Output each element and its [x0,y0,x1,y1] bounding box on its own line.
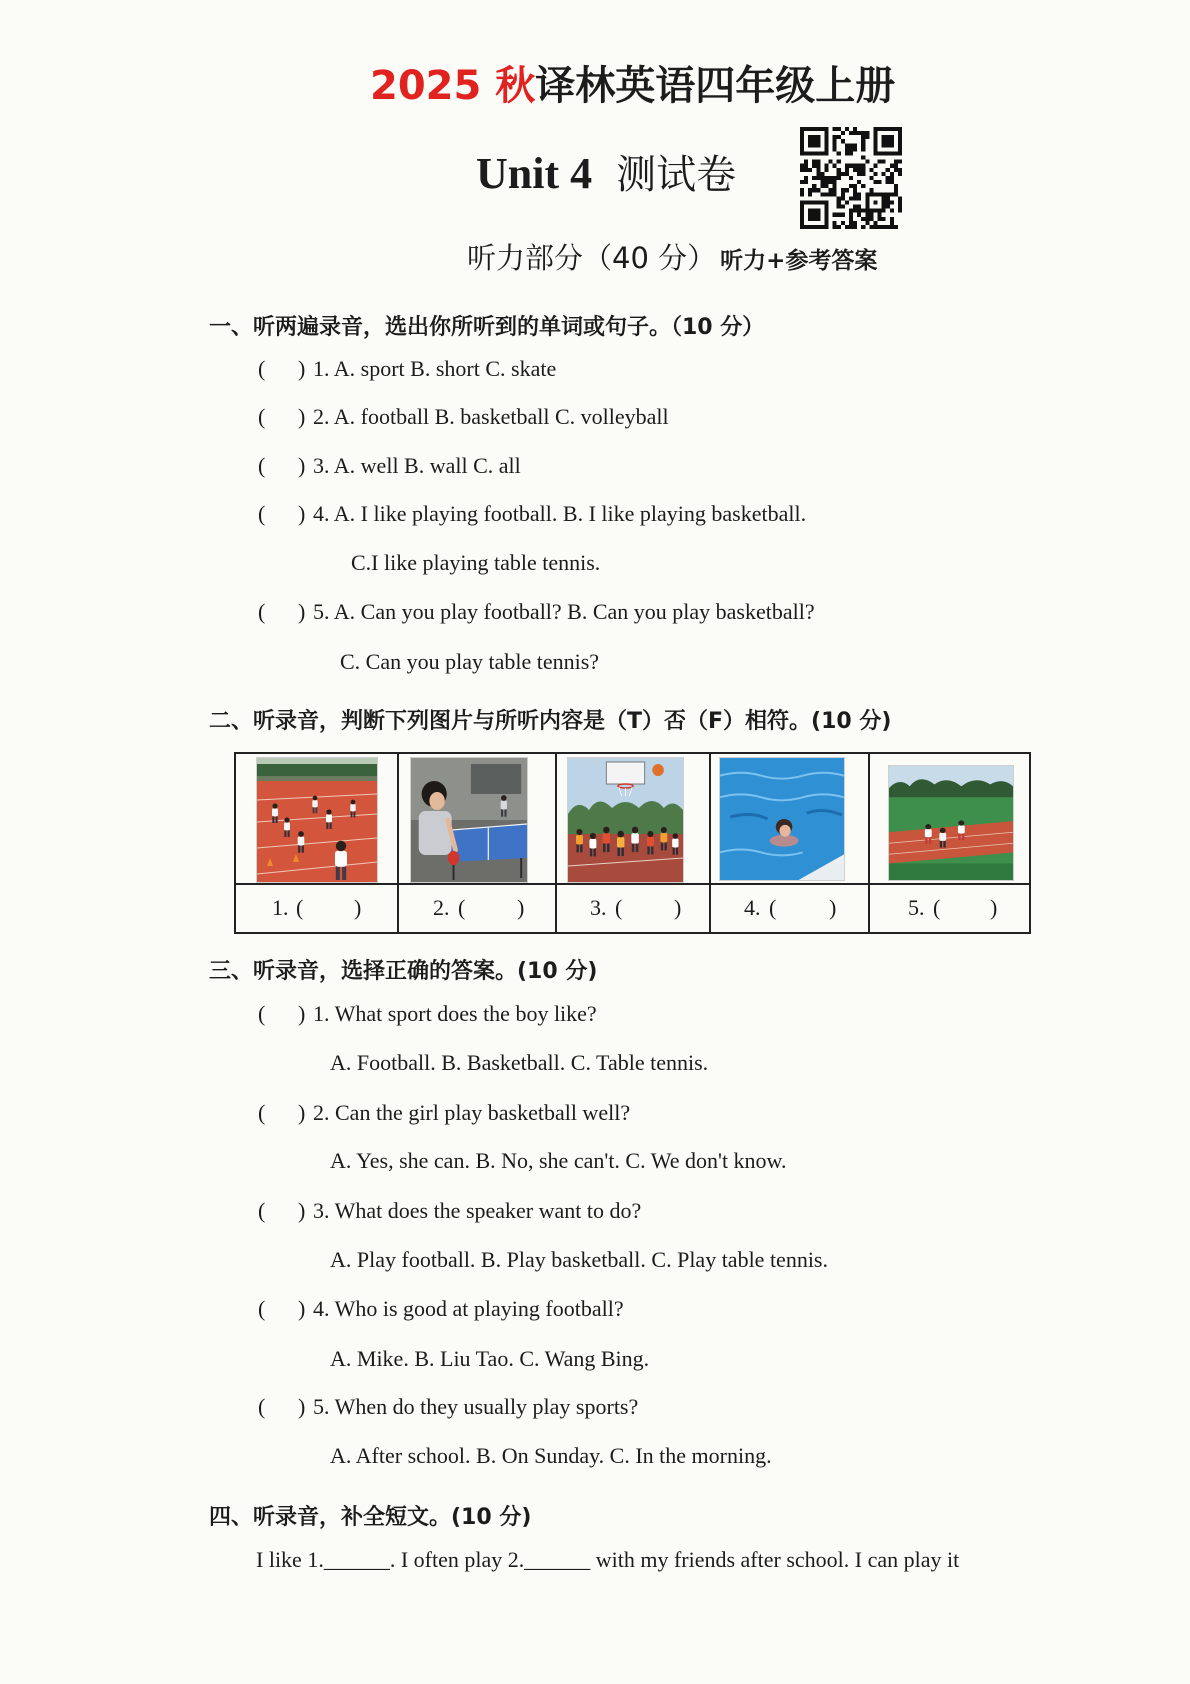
question-options: A. Yes, she can. B. No, she can't. C. We don't know. [330,1148,787,1173]
person-leg [302,845,304,853]
person-leg [665,842,667,850]
person-leg [632,843,634,852]
table-tennis-photo [410,757,528,883]
section3-question [0,1294,1190,1324]
swimming-photo [719,757,845,881]
person-leg [504,809,506,817]
basketball-ball [652,764,664,776]
picture-number: 4. [744,895,761,920]
section4-header: 四、听录音，补全短文。(10 分) [209,1505,532,1530]
question-text: 2. Can the girl play basketball well? [313,1100,631,1125]
person-shirt [647,837,654,847]
answer-bracket-open: ( [769,895,777,920]
answer-bracket-close: ) [298,1394,306,1419]
person-leg [326,822,328,829]
answer-bracket-open: ( [258,404,266,429]
person-head [603,827,609,834]
person-head [673,833,678,839]
person-head [501,795,507,801]
person-shirt [350,804,355,811]
person-leg [351,811,353,817]
listening-part-title: 听力部分（40 分） [467,241,717,275]
answer-bracket-open: ( [296,895,304,920]
person-leg [354,811,356,817]
picture-number: 2. [433,895,450,920]
window [471,764,521,794]
section1-item [0,499,1190,529]
person-head [940,828,946,833]
person-shirt [631,833,638,843]
ping-pong-paddle [448,851,460,865]
question-text: 1. What sport does the boy like? [313,1001,597,1026]
title-book: 译林英语四年级上册 [535,63,896,109]
person-leg [607,843,609,852]
section1-item [0,354,1190,384]
section3-header: 三、听录音，选择正确的答案。(10 分) [209,959,598,984]
person-leg [276,816,278,823]
person-shirt [925,829,932,837]
person-shirt [272,808,278,816]
answer-bracket-close: ) [674,895,682,920]
person-leg [336,866,340,880]
question-option-continued: C. Can you play table tennis? [340,649,600,674]
unit-heading [476,146,736,202]
foreground-grass [889,863,1013,880]
person-leg [673,847,675,855]
answer-bracket-close: ) [990,895,998,920]
picture-cell-1 [236,754,397,932]
person-head [313,796,318,801]
answer-bracket-open: ( [258,501,266,526]
running-track [257,781,377,882]
answer-bracket-close: ) [517,895,525,920]
answer-bracket-open: ( [258,356,266,381]
question-option-continued: C.I like playing table tennis. [351,550,601,575]
answer-bracket-open: ( [458,895,466,920]
picture-number: 1. [272,895,289,920]
person-head [284,817,289,822]
person-leg [651,846,653,854]
person-leg [501,809,503,817]
person-leg [943,840,945,847]
answer-bracket-open: ( [258,1198,266,1223]
fence [257,776,377,781]
question-options: A. After school. B. On Sunday. C. In the morning. [330,1443,772,1468]
question-text: 2. A. football B. basketball C. volleyball [313,404,669,429]
person-head [925,824,931,829]
answer-bracket-close: ) [298,453,306,478]
person-head [647,831,653,837]
qr-code-icon [800,127,902,229]
picture-cell-3 [555,754,709,932]
question-options: A. Mike. B. Liu Tao. C. Wang Bing. [330,1346,650,1371]
person-leg [313,807,315,813]
person-leg [929,837,931,844]
picture-number: 5. [908,895,925,920]
question-text: 5. A. Can you play football? B. Can you play basketball? [313,599,815,624]
person-leg [647,846,649,854]
person-leg [617,847,619,856]
person-shirt [603,833,610,843]
person-shirt [298,837,305,846]
track-practice-photo [256,757,378,883]
page-title [370,62,895,110]
section1-header: 一、听两遍录音，选出你所听到的单词或句子。（10 分） [209,315,765,340]
person-leg [661,842,663,850]
basketball-photo [567,757,684,883]
person-leg [316,807,318,813]
section3-question [0,1392,1190,1422]
person-head [590,833,596,839]
person-leg [940,840,942,847]
person-shirt [939,833,946,841]
person-head [661,827,667,833]
boy-face [429,792,444,810]
person-leg [342,866,346,880]
person-head [272,803,277,808]
person-leg [962,833,964,840]
person-shirt [326,814,332,822]
person-leg [676,847,678,855]
answer-bracket-open: ( [258,1001,266,1026]
person-leg [577,844,579,852]
person-head [632,827,638,834]
person-shirt [672,839,678,848]
person-leg [288,830,290,837]
person-shirt [284,822,290,830]
question-text: 5. When do they usually play sports? [313,1394,639,1419]
question-text: 1. A. sport B. short C. skate [313,356,557,381]
person-shirt [958,825,965,833]
person-leg [621,847,623,856]
section3-question [0,1196,1190,1226]
answer-bracket-close: ) [298,356,306,381]
cloze-passage: I like 1.______. I often play 2.______ with my friends after school. I can play it [256,1547,960,1572]
section3-question [0,999,1190,1029]
section2-header: 二、听录音，判断下列图片与所听内容是（T）否（F）相符。(10 分) [209,709,892,734]
section1-item [0,451,1190,481]
person-leg [284,830,286,837]
answer-bracket-close: ) [829,895,837,920]
person-leg [298,845,300,853]
answer-bracket-open: ( [615,895,623,920]
person-leg [272,816,274,823]
answer-bracket-close: ) [298,1296,306,1321]
running-photo [888,765,1014,881]
person-shirt [501,801,507,810]
person-head [958,820,964,825]
person-shirt [617,837,624,847]
title-year-season: 2025 秋 [370,63,536,109]
person-leg [594,848,596,856]
picture-cell-5 [868,754,1029,932]
sky [257,758,377,764]
answer-bracket-open: ( [258,1296,266,1321]
answer-bracket-close: ) [298,1001,306,1026]
listening-part-heading [467,238,877,278]
picture-number: 3. [590,895,607,920]
person-leg [636,843,638,852]
answer-bracket-close: ) [354,895,362,920]
question-text: 4. Who is good at playing football? [313,1296,624,1321]
person-head [326,809,331,814]
person-head [298,831,304,837]
swimmer-face [779,825,790,837]
section3-question [0,1098,1190,1128]
answer-bracket-open: ( [258,453,266,478]
person-leg [603,843,605,852]
answer-bracket-open: ( [258,599,266,624]
listening-answer-note: 听力+参考答案 [720,248,878,274]
backboard [606,762,644,784]
question-text: 4. A. I like playing football. B. I like playing basketball. [313,501,807,526]
answer-bracket-close: ) [298,599,306,624]
person-head [577,829,583,835]
person-shirt [312,800,317,807]
pool-water [720,758,844,880]
section1-item [0,402,1190,432]
unit-label: Unit 4 [476,149,593,198]
person-leg [590,848,592,856]
answer-bracket-open: ( [258,1100,266,1125]
picture-cell-2 [397,754,555,932]
picture-cell-4 [709,754,868,932]
person-leg [330,822,332,829]
person-head [617,831,623,838]
section1-item [0,597,1190,627]
person-shirt [335,851,347,867]
person-shirt [576,835,583,845]
question-options: A. Play football. B. Play basketball. C. Play table tennis. [330,1247,828,1272]
test-name: 测试卷 [616,152,737,198]
question-options: A. Football. B. Basketball. C. Table tennis. [330,1050,709,1075]
boy-shirt [419,811,452,855]
person-leg [958,833,960,840]
answer-bracket-open: ( [933,895,941,920]
person-shirt [589,839,596,849]
person-head [351,800,356,805]
answer-bracket-close: ) [298,1100,306,1125]
person-leg [580,844,582,852]
answer-bracket-open: ( [258,1394,266,1419]
question-text: 3. What does the speaker want to do? [313,1198,642,1223]
answer-bracket-close: ) [298,501,306,526]
answer-bracket-close: ) [298,1198,306,1223]
person-leg [925,837,927,844]
question-text: 3. A. well B. wall C. all [313,453,521,478]
person-head [336,841,346,851]
answer-bracket-close: ) [298,404,306,429]
person-shirt [660,833,667,843]
picture-table [234,752,1031,934]
